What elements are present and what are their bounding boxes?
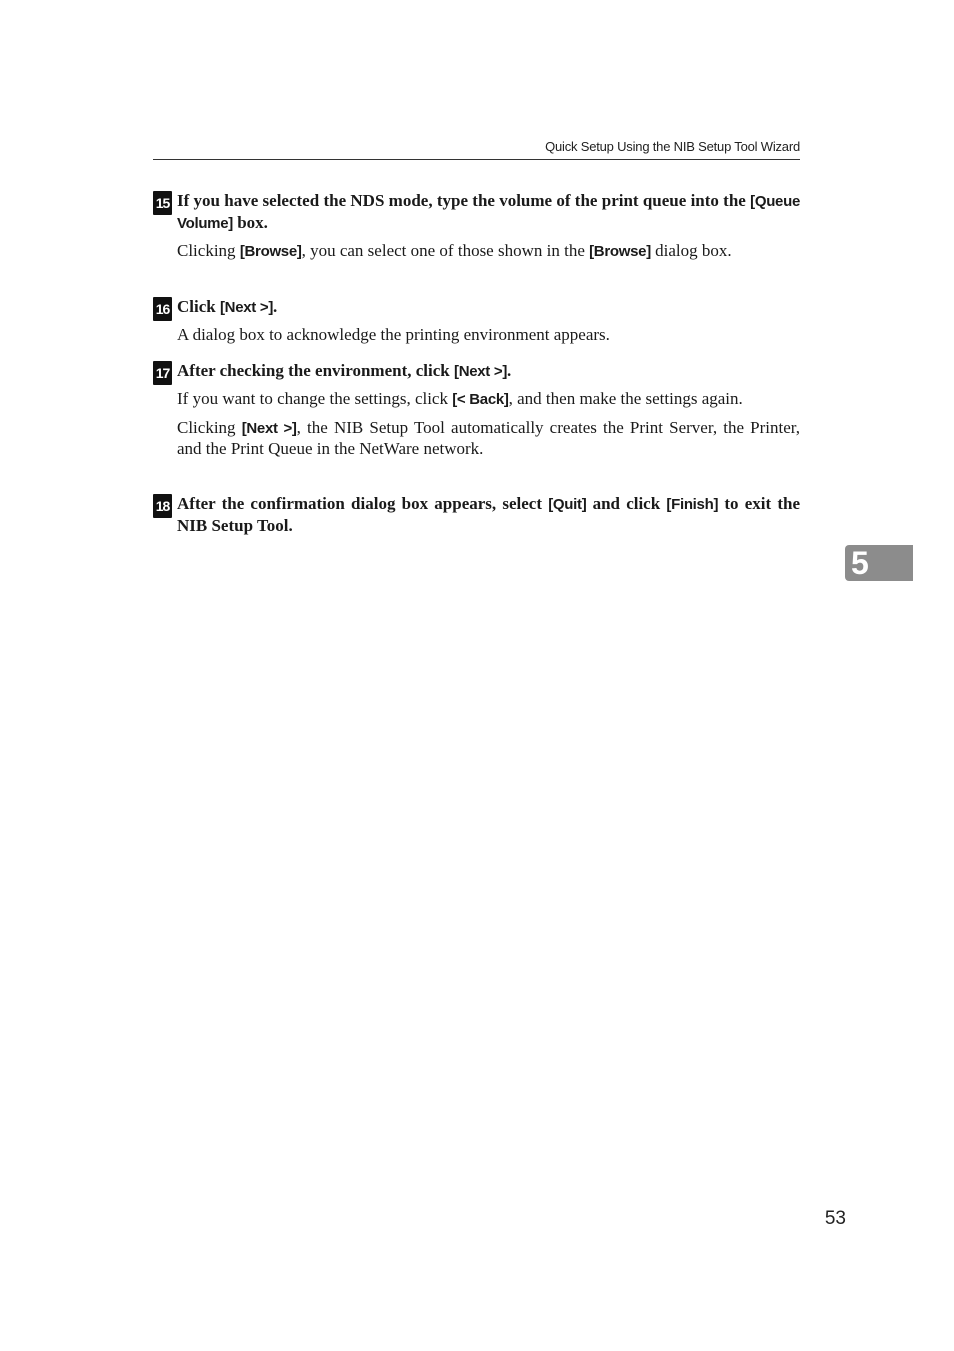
next-button-label: [Next >] [219, 299, 274, 316]
step-heading [177, 190, 800, 234]
step-body [177, 325, 800, 345]
body-text: , you can select one of those shown in the [301, 241, 590, 260]
body-text: , the NIB Setup Tool automatically creates the Print Server, the Printer, and the Print Queue in the NetWare network. [177, 418, 800, 458]
step-body [177, 241, 800, 262]
body-text: Clicking [177, 241, 240, 260]
heading-text: After the confirmation dialog box appears, select [177, 494, 549, 513]
step-body [177, 418, 800, 459]
page-number: 53 [824, 1208, 846, 1229]
step-15 [153, 190, 800, 262]
step-16 [153, 296, 800, 345]
step-17 [153, 360, 800, 459]
browse-button-label: [Browse] [239, 243, 302, 260]
body-text: A dialog box to acknowledge the printing environment appears. [177, 325, 610, 344]
back-button-label: [< Back] [452, 391, 509, 408]
finish-button-label: [Finish] [666, 496, 719, 513]
heading-text: Click [177, 297, 220, 316]
body-text: Clicking [177, 418, 242, 437]
heading-text: box. [232, 213, 268, 232]
body-text: dialog box. [650, 241, 732, 260]
step-body [177, 389, 800, 410]
step-18 [153, 493, 800, 536]
step-number-badge: 17 [153, 361, 172, 385]
quit-option-label: [Quit] [548, 496, 587, 513]
step-number-badge: 16 [153, 297, 172, 321]
heading-text: If you have selected the NDS mode, type the volume of the print queue into the [177, 191, 751, 210]
heading-text: to exit the NIB Setup Tool. [177, 494, 800, 535]
body-text: , and then make the settings again. [508, 389, 743, 408]
heading-text: . [273, 297, 278, 316]
queue-volume-label: [Queue Volume] [177, 193, 800, 232]
body-text: If you want to change the settings, click [177, 389, 453, 408]
step-heading [177, 360, 800, 382]
chapter-number: 5 [851, 545, 869, 581]
chapter-tab [845, 545, 913, 581]
step-number-badge: 18 [153, 494, 172, 518]
header-rule [153, 159, 800, 160]
next-button-label: [Next >] [241, 420, 297, 437]
heading-text: After checking the environment, click [177, 361, 454, 380]
next-button-label: [Next >] [454, 363, 508, 380]
heading-text: and click [586, 494, 667, 513]
heading-text: . [507, 361, 512, 380]
browse-dialog-label: [Browse] [589, 243, 651, 260]
step-heading [177, 493, 800, 536]
page-header-title: Quick Setup Using the NIB Setup Tool Wizard [545, 139, 800, 154]
step-heading [177, 296, 800, 318]
step-number-badge: 15 [153, 191, 172, 215]
